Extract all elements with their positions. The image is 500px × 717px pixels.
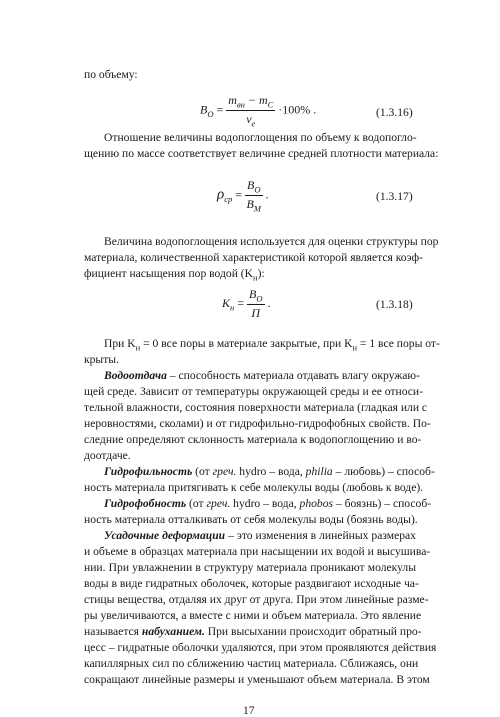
paragraph-line: Гидрофильность (от греч. hydro – вода, philia – любовь) – способ- (104, 465, 435, 478)
equation-number: (1.3.17) (376, 190, 413, 203)
paragraph-line: Величина водопоглощения используется для оценки структуры пор (104, 235, 439, 248)
equation-1-3-17: $\rho_{cp}$ = $\frac{B_O}{B_M}$ . (217, 178, 269, 214)
paragraph-line: нии. При увлажнении в структуру материала проникают молекулы (84, 561, 416, 574)
equation-number: (1.3.16) (376, 106, 413, 119)
paragraph-line: ность материала отталкивать от себя молекулы воды (боязнь воды). (84, 513, 418, 526)
paragraph-line: крыты. (84, 353, 119, 366)
term-swelling: набуханием. (141, 625, 205, 638)
term-shrinkage-deformation: Усадочные деформации (104, 529, 226, 542)
paragraph-line: стицы вещества, отдаляя их друг от друга. При этом линейные разме- (84, 593, 429, 606)
paragraph-line: ность материала притягивать к себе молекулы воды (любовь к воде). (84, 481, 424, 494)
paragraph-line: щей среде. Зависит от температуры окружающей среды и ее относи- (84, 385, 423, 398)
paragraph-line: материала, количественной характеристикой которой является коэф- (84, 251, 423, 264)
paragraph-line: Водоотдача – способность материала отдавать влагу окружаю- (104, 369, 420, 382)
paragraph-line: цесс – гидратные оболочки удаляются, при этом проявляются действия (84, 641, 437, 654)
paragraph-line: фициент насыщения пор водой $(K_н)$: (84, 267, 265, 283)
paragraph-line: воды в виде гидратных оболочек, которые раздвигают исходные ча- (84, 577, 419, 590)
paragraph-line: следние определяют склонность материала к водопоглощению и во- (84, 433, 422, 446)
paragraph-line: называется набуханием. При высыхании происходит обратный про- (84, 625, 422, 638)
paragraph-line: При $K_н = 0$ все поры в материале закрытые, при $K_н = 1$ все поры от- (104, 337, 440, 353)
paragraph-line: Гидрофобность (от греч. hydro – вода, phobos – боязнь) – способ- (104, 497, 432, 510)
paragraph-line: и объеме в образцах материала при насыщении их водой и высушива- (84, 545, 431, 558)
term-hydrophobicity: Гидрофобность (104, 497, 187, 510)
paragraph-line: доотдаче. (84, 449, 131, 462)
equation-1-3-16: $B_O$ = $\frac{m_{вн} - m_C}{v_e}$ ·100% . (200, 93, 317, 129)
paragraph-line: сокращают линейные размеры и уменьшают объем материала. В этом (84, 673, 430, 686)
equation-1-3-18: $K_н$ = $\frac{B_O}{П}$ . (222, 287, 271, 321)
paragraph-line: ры увеличиваются, а вместе с ними и объем материала. Это явление (84, 609, 422, 622)
intro-text: по объему: (84, 68, 138, 81)
term-water-release: Водоотдача (104, 369, 167, 382)
paragraph-line: Отношение величины водопоглощения по объему к водопогло- (104, 131, 417, 144)
term-hydrophilicity: Гидрофильность (104, 465, 193, 478)
fraction: $\frac{m_{вн} - m_C}{v_e}$ (228, 93, 274, 129)
equation-number: (1.3.18) (376, 298, 413, 311)
paragraph-line: неровностями, сколами) и от гидрофильно-гидрофобных свойств. По- (84, 417, 431, 430)
paragraph-line: тельной влажности, состояния поверхности материала (гладкая или с (84, 401, 428, 414)
paragraph-line: Усадочные деформации – это изменения в линейных размерах (104, 529, 416, 542)
page-number: 17 (243, 704, 255, 717)
paragraph-line: щению по массе соответствует величине средней плотности материала: (84, 147, 439, 160)
paragraph-line: капиллярных сил по сближению частиц материала. Сближаясь, они (84, 657, 419, 670)
